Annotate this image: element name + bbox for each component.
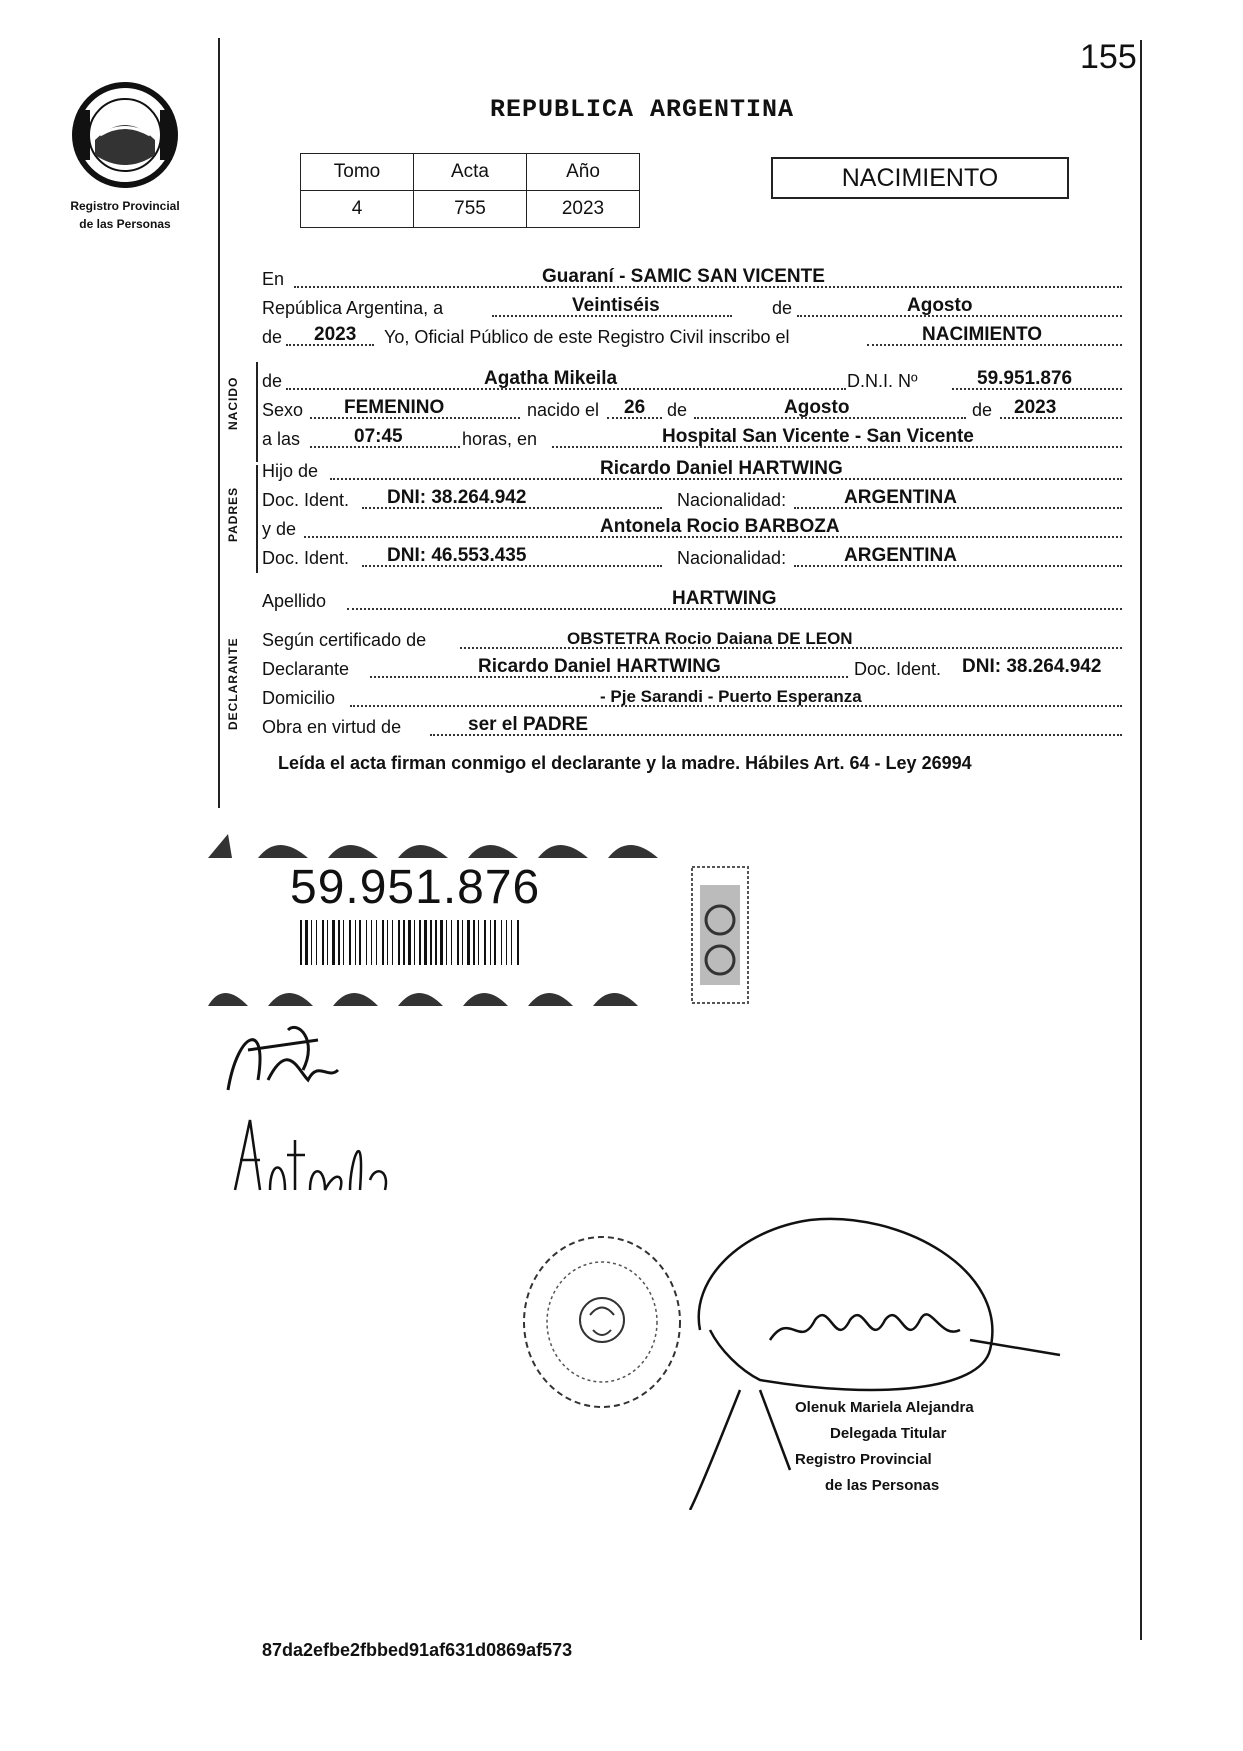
label-doc-madre: Doc. Ident.: [262, 548, 350, 568]
row-padre: [262, 456, 1122, 486]
value-lugar-registro: Guaraní - SAMIC SAN VICENTE: [542, 266, 825, 287]
value-madre-nac: ARGENTINA: [844, 545, 957, 566]
label-doc-declarante: Doc. Ident.: [854, 659, 942, 679]
registry-logo: [55, 80, 195, 231]
value-padre-nac: ARGENTINA: [844, 487, 957, 508]
acta-header-anio: Año: [527, 154, 640, 191]
value-mes: Agosto: [907, 295, 973, 316]
acta-value-anio: 2023: [527, 191, 640, 228]
official-signature-block: [795, 1395, 974, 1499]
logo-label-line1: Registro Provincial: [70, 199, 180, 213]
label-horas-en: horas, en: [462, 429, 538, 449]
label-domicilio: Domicilio: [262, 688, 336, 708]
acta-value-acta: 755: [414, 191, 527, 228]
value-nac-mes: Agosto: [784, 397, 850, 418]
label-y-de: y de: [262, 519, 297, 539]
row-madre-doc: [262, 543, 1122, 573]
official-role: Delegada Titular: [830, 1425, 947, 1442]
label-en: En: [262, 269, 285, 289]
value-madre: Antonela Rocio BARBOZA: [600, 516, 840, 537]
value-declarante: Ricardo Daniel HARTWING: [478, 656, 721, 677]
document-type-box: NACIMIENTO: [771, 157, 1069, 199]
acta-table: [300, 153, 640, 228]
label-a-las: a las: [262, 429, 301, 449]
security-pattern-top: [208, 830, 658, 860]
value-padre-doc: DNI: 38.264.942: [387, 487, 527, 508]
label-de-mes: de: [772, 298, 793, 318]
label-dni: D.N.I. Nº: [847, 371, 918, 391]
value-nac-anio: 2023: [1014, 397, 1057, 418]
value-anio: 2023: [314, 324, 357, 345]
row-declarante: [262, 654, 1122, 684]
value-nac-dia: 26: [624, 397, 646, 418]
logo-label-line2: de las Personas: [79, 217, 171, 231]
value-declarante-doc: DNI: 38.264.942: [962, 656, 1102, 677]
value-inscribo: NACIMIENTO: [922, 324, 1042, 345]
label-de-anio: de: [262, 327, 283, 347]
row-nombre: [262, 366, 1122, 396]
dni-number-large: 59.951.876: [290, 861, 541, 914]
label-republica: República Argentina, a: [262, 298, 444, 318]
label-declarante: Declarante: [262, 659, 350, 679]
page-number: 155: [1080, 38, 1137, 76]
barcode-icon: [300, 920, 525, 965]
declarant-signature: [208, 1010, 408, 1110]
acta-header-acta: Acta: [414, 154, 527, 191]
official-name: Olenuk Mariela Alejandra: [795, 1399, 974, 1416]
row-domicilio: [262, 683, 1122, 713]
row-inscribo: [262, 322, 1122, 352]
mother-signature: [225, 1100, 425, 1200]
label-nacionalidad-madre: Nacionalidad:: [677, 548, 787, 568]
label-nacionalidad-padre: Nacionalidad:: [677, 490, 787, 510]
row-fecha: [262, 293, 1122, 323]
official-stamp-icon: [515, 1230, 690, 1415]
acta-header-tomo: Tomo: [301, 154, 414, 191]
value-segun: OBSTETRA Rocio Daiana DE LEON: [567, 629, 853, 648]
official-org2: de las Personas: [825, 1477, 940, 1494]
official-org1: Registro Provincial: [795, 1451, 932, 1468]
row-en: [262, 264, 1122, 294]
row-sexo: [262, 395, 1122, 425]
label-sexo: Sexo: [262, 400, 304, 420]
value-padre: Ricardo Daniel HARTWING: [600, 458, 843, 479]
left-border-line: [218, 38, 220, 808]
row-padre-doc: [262, 485, 1122, 515]
label-hijo-de: Hijo de: [262, 461, 319, 481]
label-de-nacmes: de: [667, 400, 688, 420]
value-hora: 07:45: [354, 426, 403, 447]
label-segun: Según certificado de: [262, 630, 427, 650]
document-title: REPUBLICA ARGENTINA: [490, 95, 795, 124]
value-madre-doc: DNI: 46.553.435: [387, 545, 527, 566]
row-obra: [262, 712, 1122, 742]
value-lugar-nacimiento: Hospital San Vicente - San Vicente: [662, 426, 974, 447]
value-apellido: HARTWING: [672, 588, 777, 609]
hologram-seal-icon: [690, 865, 750, 1005]
side-label-nacido: NACIDO: [226, 376, 240, 430]
row-madre: [262, 514, 1122, 544]
value-obra: ser el PADRE: [468, 714, 589, 735]
label-nacido-el: nacido el: [527, 400, 600, 420]
row-apellido: [262, 586, 1122, 616]
value-sexo: FEMENINO: [344, 397, 445, 418]
row-segun: [262, 625, 1122, 655]
label-de-nombre: de: [262, 371, 283, 391]
misiones-seal-icon: [70, 80, 180, 190]
document-hash: 87da2efbe2fbbed91af631d0869af573: [262, 1640, 573, 1660]
value-domicilio: - Pje Sarandi - Puerto Esperanza: [600, 687, 862, 706]
label-de-nacanio: de: [972, 400, 993, 420]
label-obra: Obra en virtud de: [262, 717, 402, 737]
side-label-padres: PADRES: [226, 486, 240, 542]
value-nombre-nacido: Agatha Mikeila: [484, 368, 618, 389]
label-apellido: Apellido: [262, 591, 327, 611]
row-hora: [262, 424, 1122, 454]
value-dia: Veintiséis: [572, 295, 660, 316]
label-yo-oficial: Yo, Oficial Público de este Registro Civil inscribo el: [384, 327, 790, 347]
security-pattern-bottom: [208, 978, 658, 1008]
label-doc-padre: Doc. Ident.: [262, 490, 350, 510]
acta-value-tomo: 4: [301, 191, 414, 228]
legal-text: Leída el acta firman conmigo el declarante y la madre. Hábiles Art. 64 - Ley 26994: [278, 753, 972, 773]
value-dni-nacido: 59.951.876: [977, 368, 1073, 389]
side-label-declarante: DECLARANTE: [226, 637, 240, 730]
right-border-line: [1140, 40, 1142, 1640]
